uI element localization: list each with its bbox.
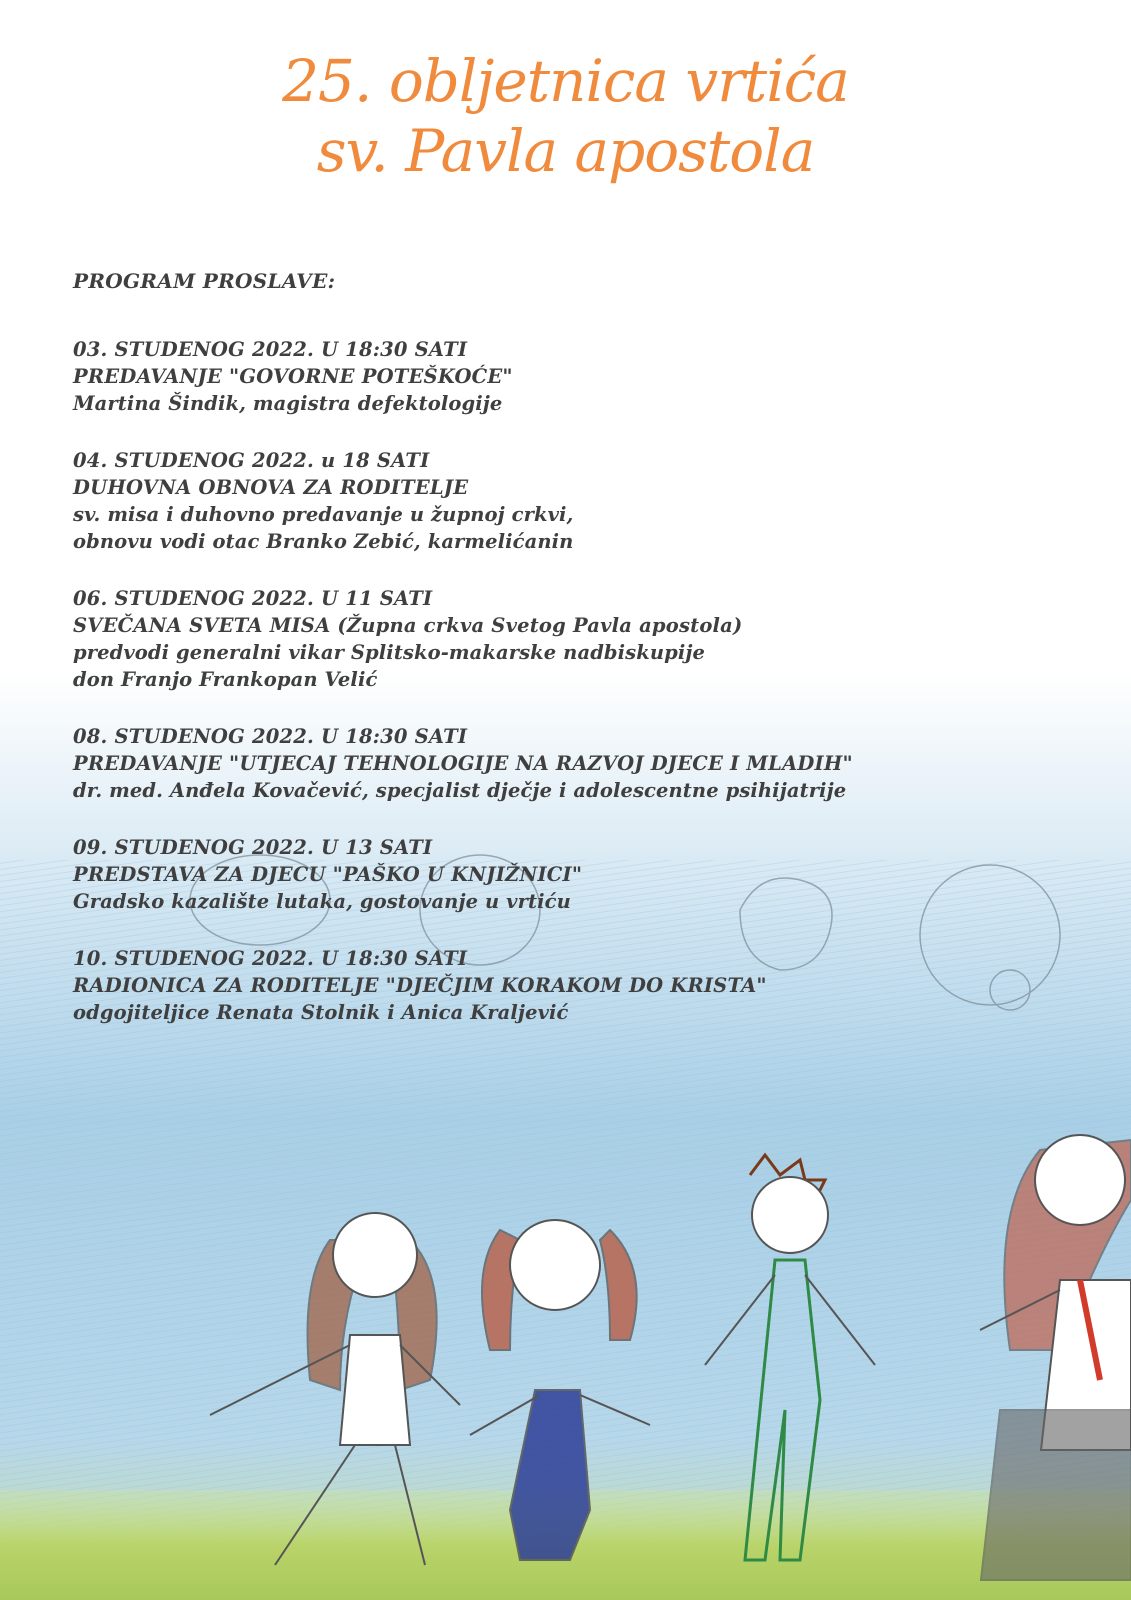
event-name: DUHOVNA OBNOVA ZA RODITELJE	[73, 476, 469, 499]
program-event	[73, 723, 1113, 804]
program-event	[73, 585, 1113, 693]
program-event	[73, 447, 1113, 555]
event-date: 08. STUDENOG 2022. U 18:30 SATI	[73, 725, 468, 748]
event-detail: dr. med. Anđela Kovačević, specjalist dječje i adolescentne psihijatrije	[73, 779, 847, 802]
event-date: 04. STUDENOG 2022. u 18 SATI	[73, 449, 430, 472]
event-detail: odgojiteljice Renata Stolnik i Anica Kraljević	[73, 1001, 569, 1024]
event-date: 10. STUDENOG 2022. U 18:30 SATI	[73, 947, 468, 970]
event-detail: obnovu vodi otac Branko Zebić, karmelićanin	[73, 530, 574, 553]
event-name: PREDAVANJE "GOVORNE POTEŠKOĆE"	[73, 365, 513, 388]
event-detail: sv. misa i duhovno predavanje u župnoj crkvi,	[73, 503, 574, 526]
event-date: 06. STUDENOG 2022. U 11 SATI	[73, 587, 433, 610]
program-event	[73, 336, 1113, 417]
program-event	[73, 834, 1113, 915]
event-detail: Martina Šindik, magistra defektologije	[73, 392, 503, 415]
event-date: 09. STUDENOG 2022. U 13 SATI	[73, 836, 433, 859]
title-line-1: 25. obljetnica vrtića	[282, 47, 849, 115]
event-name: RADIONICA ZA RODITELJE "DJEČJIM KORAKOM DO KRISTA"	[73, 974, 767, 997]
program-event	[73, 945, 1113, 1026]
event-detail: predvodi generalni vikar Splitsko-makarske nadbiskupije	[73, 641, 706, 664]
event-date: 03. STUDENOG 2022. U 18:30 SATI	[73, 338, 468, 361]
event-name: PREDAVANJE "UTJECAJ TEHNOLOGIJE NA RAZVOJ DJECE I MLADIH"	[73, 752, 853, 775]
page-title	[0, 46, 1131, 186]
event-name: SVEČANA SVETA MISA (Župna crkva Svetog Pavla apostola)	[73, 614, 743, 637]
program-heading: PROGRAM PROSLAVE:	[73, 269, 336, 293]
event-detail: Gradsko kazalište lutaka, gostovanje u vrtiću	[73, 890, 571, 913]
program-section	[73, 268, 1113, 1056]
event-detail: don Franjo Frankopan Velić	[73, 668, 378, 691]
title-line-2: sv. Pavla apostola	[316, 117, 815, 185]
event-name: PREDSTAVA ZA DJECU "PAŠKO U KNJIŽNICI"	[73, 863, 583, 886]
